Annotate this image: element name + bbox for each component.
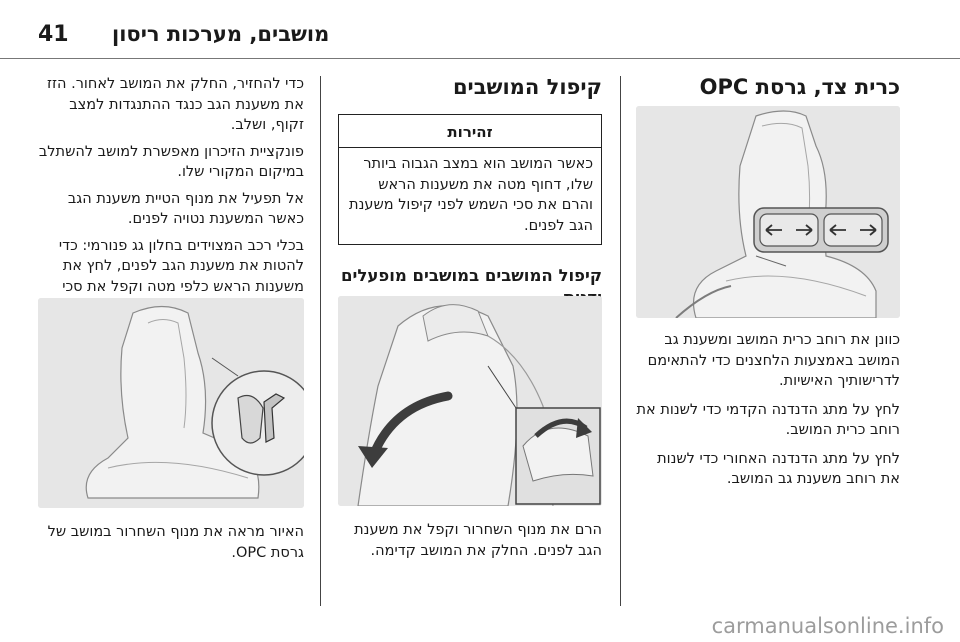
opc-caption: האיור מראה את מנוף השחרור במושב של גרסת OPC. xyxy=(47,524,304,561)
warning-title: זהירות xyxy=(339,115,601,148)
subheading-manual-seats: קיפול המושבים במושבים מופעלים xyxy=(341,266,602,285)
running-head: מושבים, מערכות ריסון xyxy=(112,22,330,46)
middle-column xyxy=(338,74,602,309)
page-header xyxy=(0,0,960,60)
watermark: carmanualsonline.info xyxy=(711,614,944,638)
paragraph: כדי להחזיר, החלק את המושב לאחור. הזז את משענת הגב כנגד ההתנגדות למצב זקוף, ושלב. xyxy=(46,76,304,133)
column-divider-right xyxy=(620,76,621,606)
seat-folding-illustration xyxy=(338,296,602,506)
paragraph: בכלי רכב המצוידים בחלון גג פנורמי: כדי להטות את משענת הגב לפנים, לחץ את משענות הראש כלפי מטה וקפל את סכי xyxy=(58,237,304,295)
column-divider-left xyxy=(320,76,321,606)
seat-bolster-illustration xyxy=(636,106,900,318)
warning-text: כאשר המושב הוא במצב הגבוה ביותר שלו, דחוף מטה את משענות הראש והרם את סכי השמש לפני קיפול משענת הגב לפנים. xyxy=(349,156,593,234)
page-number: 41 xyxy=(38,22,69,47)
paragraph: כוונן את רוחב כרית המושב ומשענת גב המושב באמצעות הלחצנים כדי להתאימם לדרישותיך האישיות. xyxy=(647,332,900,389)
paragraph: לחץ על מתג הדנדנה האחורי כדי לשנות את רוחב משענת גב המושב. xyxy=(657,450,900,487)
right-column-body xyxy=(636,330,900,490)
header-rule xyxy=(0,58,960,59)
paragraph: פונקציית הזיכרון מאפשרת למושב להשתלב במיקום המקורי שלו. xyxy=(38,143,304,180)
left-column xyxy=(38,74,304,324)
seat-side-bolster-figure xyxy=(636,106,900,318)
opc-seat-illustration xyxy=(38,298,304,508)
seat-folding-figure xyxy=(338,296,602,506)
section-heading-side-bolster: כרית צד, גרסת OPC xyxy=(699,75,900,99)
section-heading-folding: קיפול המושבים xyxy=(452,75,602,99)
folding-caption: הרם את מנוף השחרור וקפל את משענת הגב לפנים. החלק את המושב קדימה. xyxy=(354,522,602,559)
warning-box xyxy=(338,114,602,245)
right-column xyxy=(636,74,900,100)
opc-seat-figure xyxy=(38,298,304,508)
paragraph: לחץ על מתג הדנדנה הקדמי כדי לשנות את רוחב כרית המושב. xyxy=(636,401,900,438)
paragraph: אל תפעיל את מנוף הטיית משענת הגב כאשר המשענת נטויה לפנים. xyxy=(67,190,304,227)
